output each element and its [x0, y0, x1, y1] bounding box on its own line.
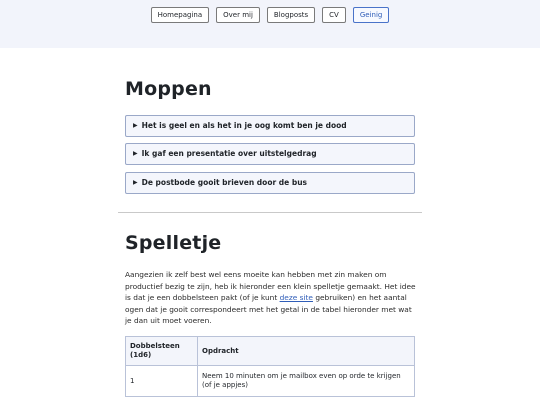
nav-geinig-button[interactable]: Geinig — [353, 7, 390, 23]
game-heading: Spelletje — [125, 232, 222, 254]
table-row — [126, 366, 415, 397]
main-nav — [0, 7, 540, 23]
disclosure-triangle-icon: ▶ — [133, 179, 138, 186]
joke-title: Ik gaf een presentatie over uitstelgedrag — [141, 149, 317, 158]
intro-text-start: Aangezien ik zelf best wel eens moeite kan hebben met zin maken om productief bezig te zijn, heb ik hieronder een klein spelletje gemaakt. Het idee is dat je een dobbelsteen pakt (of je kunt — [125, 270, 416, 303]
disclosure-triangle-icon: ▶ — [133, 150, 138, 157]
section-divider — [118, 212, 422, 213]
nav-about-button[interactable]: Over mij — [216, 7, 260, 23]
table-header-task: Opdracht — [198, 337, 415, 366]
table-cell-task: Neem 10 minuten om je mailbox even op orde te krijgen (of je appjes) — [198, 366, 415, 397]
joke-accordion-2[interactable] — [125, 143, 415, 165]
jokes-heading: Moppen — [125, 78, 212, 100]
top-bar — [0, 0, 540, 48]
nav-blogposts-button[interactable]: Blogposts — [267, 7, 315, 23]
game-intro-paragraph — [125, 269, 420, 327]
joke-accordion-1[interactable] — [125, 115, 415, 137]
joke-title: Het is geel en als het in je oog komt ben je dood — [141, 121, 347, 130]
joke-title: De postbode gooit brieven door de bus — [141, 178, 308, 187]
table-header-row — [126, 337, 415, 366]
disclosure-triangle-icon: ▶ — [133, 122, 138, 129]
joke-accordion-3[interactable] — [125, 172, 415, 194]
dice-task-table — [125, 336, 415, 397]
table-header-dice: Dobbelsteen (1d6) — [126, 337, 198, 366]
nav-home-button[interactable]: Homepagina — [151, 7, 210, 23]
table-cell-dice: 1 — [126, 366, 198, 397]
dice-site-link[interactable]: deze site — [279, 293, 313, 303]
intro-text-end: gebruiken) en het aantal ogen dat je gooit correspondeert met het getal in de tabel hieronder met wat je dan uit moet voeren. — [125, 293, 412, 326]
nav-cv-button[interactable]: CV — [322, 7, 346, 23]
